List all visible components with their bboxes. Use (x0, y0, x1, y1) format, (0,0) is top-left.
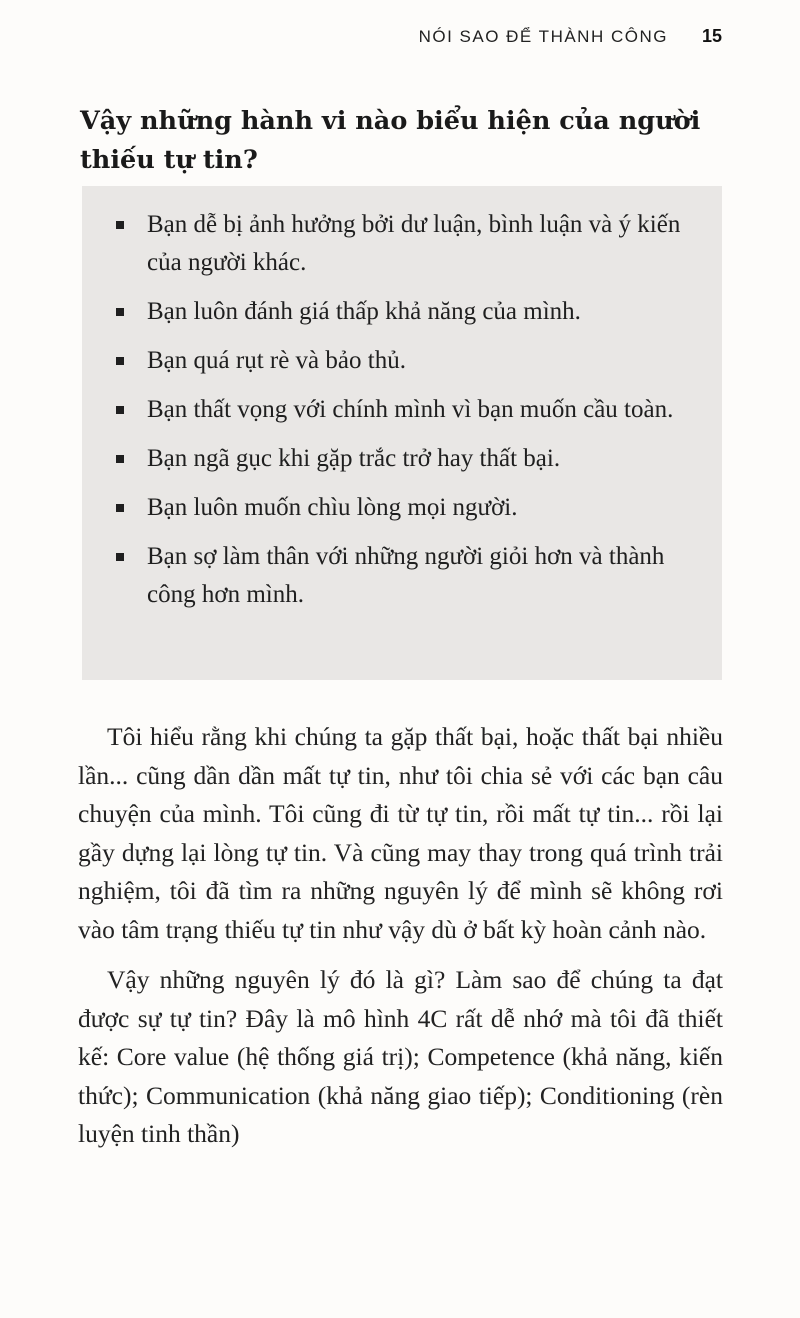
list-item-text: Bạn ngã gục khi gặp trắc trở hay thất bại. (147, 445, 561, 472)
square-bullet-icon (116, 406, 124, 414)
list-item (116, 293, 692, 331)
list-item (116, 342, 692, 380)
list-item (116, 391, 692, 429)
running-title: NÓI SAO ĐỂ THÀNH CÔNG (418, 27, 668, 46)
list-item (116, 538, 692, 614)
square-bullet-icon (116, 308, 124, 316)
list-item (116, 206, 692, 282)
paragraph: Vậy những nguyên lý đó là gì? Làm sao để chúng ta đạt được sự tự tin? Đây là mô hình 4C rất dễ nhớ mà tôi đã thiết kế: Core value (hệ thống giá trị); Competence (khả năng, kiến thức); Communication (khả năng giao tiếp); Conditioning (rèn luyện tinh thần) (78, 965, 723, 1148)
list-item (116, 489, 692, 527)
list-item-text: Bạn quá rụt rè và bảo thủ. (147, 347, 406, 374)
running-header (419, 26, 722, 47)
body-text (78, 718, 723, 1166)
page-number: 15 (701, 26, 722, 46)
list-item (116, 440, 692, 478)
square-bullet-icon (116, 455, 124, 463)
square-bullet-icon (116, 357, 124, 365)
square-bullet-icon (116, 553, 124, 561)
square-bullet-icon (116, 504, 124, 512)
list-item-text: Bạn luôn đánh giá thấp khả năng của mình. (147, 298, 581, 325)
section-question: Vậy những hành vi nào biểu hiện của người thiếu tự tin? (80, 106, 701, 175)
paragraph: Tôi hiểu rằng khi chúng ta gặp thất bại, hoặc thất bại nhiều lần... cũng dần dần mất tự tin, như tôi chia sẻ với các bạn câu chuyện của mình. Tôi cũng đi từ tự tin, rồi mất tự tin... rồi lại gầy dựng lại lòng tự tin. Và cũng may thay trong quá trình trải nghiệm, tôi đã tìm ra những nguyên lý để mình sẽ không rơi vào tâm trạng thiếu tự tin như vậy dù ở bất kỳ hoàn cảnh nào. (78, 722, 723, 944)
callout-box (82, 186, 722, 680)
behavior-list (116, 206, 692, 614)
list-item-text: Bạn thất vọng với chính mình vì bạn muốn cầu toàn. (147, 396, 674, 423)
square-bullet-icon (116, 221, 124, 229)
list-item-text: Bạn sợ làm thân với những người giỏi hơn và thành công hơn mình. (147, 543, 665, 608)
list-item-text: Bạn luôn muốn chìu lòng mọi người. (147, 494, 518, 521)
list-item-text: Bạn dễ bị ảnh hưởng bởi dư luận, bình luận và ý kiến của người khác. (147, 211, 681, 276)
